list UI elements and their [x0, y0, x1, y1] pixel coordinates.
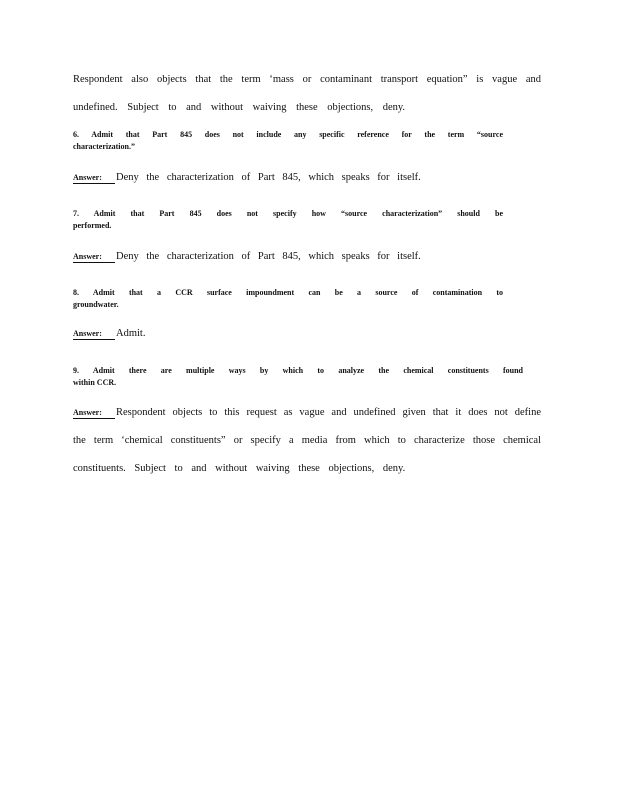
request-8 — [73, 287, 503, 311]
intro-paragraph-line-1: Respondent also objects that the term ‘mass or contaminant transport equation” is vague and — [73, 74, 541, 85]
answer-7 — [73, 250, 541, 264]
answer-8-text: Admit. — [116, 328, 146, 339]
request-7-line-1: 7. Admit that Part 845 does not specify how “source characterization” should be — [73, 209, 503, 218]
answer-6-text: Deny the characterization of Part 845, which speaks for itself. — [116, 172, 421, 183]
request-6 — [73, 129, 503, 153]
request-6-line-2: characterization.” — [73, 142, 135, 151]
answer-9-line-3: constituents. Subject to and without waiving these objections, deny. — [73, 463, 406, 474]
answer-8 — [73, 327, 541, 341]
answer-9-line-2: the term ‘chemical constituents” or specify a media from which to characterize those chemical — [73, 435, 541, 446]
answer-7-text: Deny the characterization of Part 845, which speaks for itself. — [116, 251, 421, 262]
request-8-line-1: 8. Admit that a CCR surface impoundment can be a source of contamination to — [73, 288, 503, 297]
answer-9-line-1 — [73, 406, 541, 420]
request-7-line-2: performed. — [73, 221, 112, 230]
intro-paragraph-line-2: undefined. Subject to and without waiving these objections, deny. — [73, 102, 406, 113]
answer-9-label: Answer: — [73, 408, 115, 419]
request-9-line-2: within CCR. — [73, 378, 117, 387]
request-9 — [73, 365, 523, 389]
answer-9-text-line-1: Respondent objects to this request as vague and undefined given that it does not define — [116, 407, 541, 418]
answer-7-label: Answer: — [73, 252, 115, 263]
request-8-line-2: groundwater. — [73, 300, 119, 309]
request-6-line-1: 6. Admit that Part 845 does not include any specific reference for the term “source — [73, 130, 503, 139]
answer-8-label: Answer: — [73, 329, 115, 340]
answer-6-label: Answer: — [73, 173, 115, 184]
request-7 — [73, 208, 503, 232]
answer-6 — [73, 171, 541, 185]
request-9-line-1: 9. Admit there are multiple ways by which to analyze the chemical constituents found — [73, 366, 523, 375]
